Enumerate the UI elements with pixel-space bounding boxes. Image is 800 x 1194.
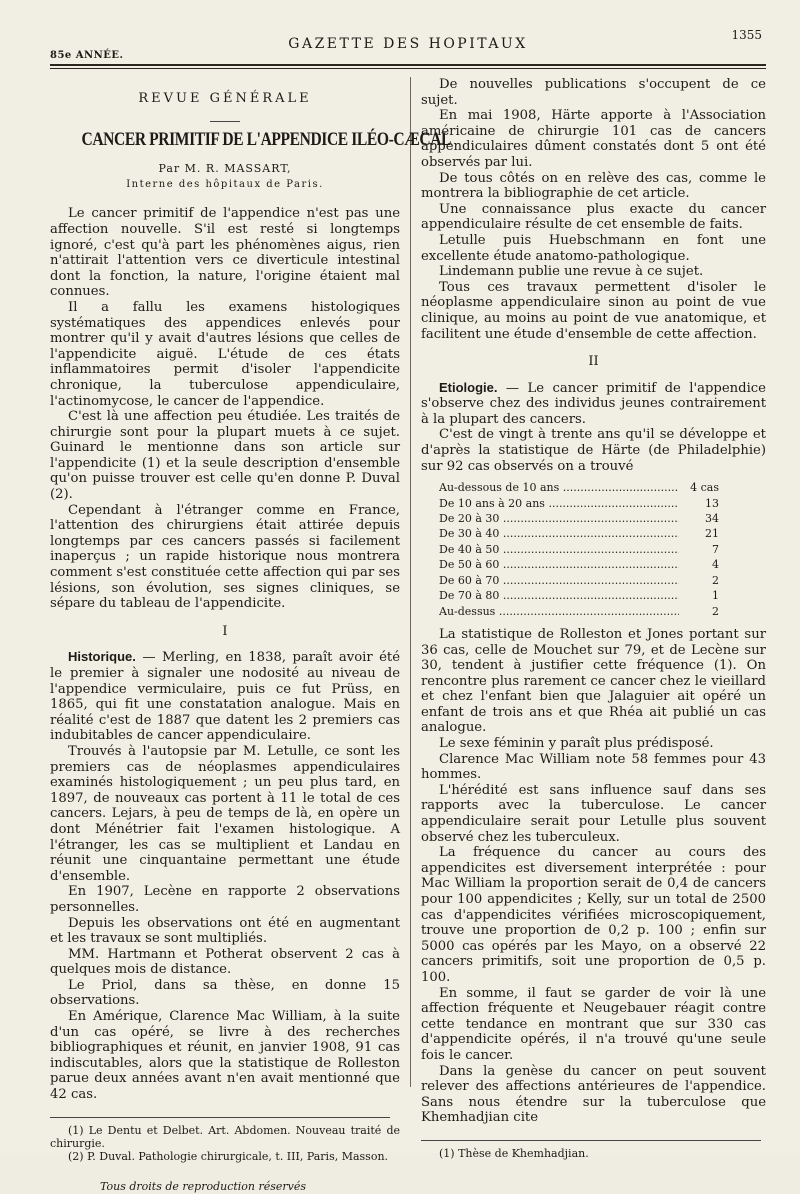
section-label: REVUE GÉNÉRALE	[138, 91, 312, 106]
stat-value: 4	[712, 558, 719, 572]
footnote: (2) P. Duval. Pathologie chirurgicale, t. III, Paris, Masson.	[68, 1149, 389, 1163]
body-paragraph: Depuis les observations ont été en augmentant et les travaux se sont multipliés.	[50, 915, 400, 947]
body-paragraph: En somme, il faut se garder de voir là une affection fréquente et Neugebauer réagit contre cette tendance en montrant que sur 330 cas d'appendicite opérés, il n'a trouvé qu'une seule fois le cancer.	[421, 985, 766, 1063]
stat-row	[439, 496, 766, 511]
body-paragraph: Le Priol, dans sa thèse, en donne 15 observations.	[50, 977, 400, 1009]
stat-row	[439, 480, 766, 495]
stat-row	[439, 588, 766, 603]
stat-value: 34	[705, 512, 719, 526]
body-paragraph: Letulle puis Huebschmann en font une excellente étude anatomo-pathologique.	[421, 232, 766, 264]
stat-label: De 30 à 40 .....	[439, 526, 679, 541]
historique-paragraph	[50, 649, 400, 744]
left-column	[50, 77, 452, 1193]
stat-value: 21	[705, 527, 719, 541]
intro-paragraph: Cependant à l'étranger comme en France, l'attention des chirurgiens était attirée depuis longtemps par ces cancers passés si facilement inaperçus ; un rapide historique nous montrera comment s'est constituée cette affection qui par ses lésions, son évolution, ses signes cliniques, se sépare du tableau de l'appendicite.	[50, 502, 400, 612]
stat-label: De 20 à 30 .....	[439, 511, 679, 526]
stat-label: De 60 à 70 .....	[439, 573, 679, 588]
stat-row	[439, 604, 766, 619]
body-paragraph: Trouvés à l'autopsie par M. Letulle, ce sont les premiers cas de néoplasmes appendiculaires examinés histologiquement ; un peu plus tard, en 1897, de nouveaux cas portent à 11 le total de ces cancers. Lejars, à peu de temps de là, en opère un dont Ménétrier fait l'examen histologique. A l'étranger, les cas se multiplient et Landau en réunit une cinquantaine permettant une étude d'ensemble.	[50, 743, 400, 884]
article-title: CANCER PRIMITIF DE L'APPENDICE ILÉO-CÆCAL	[81, 128, 452, 150]
header-rule	[50, 64, 766, 69]
intro-paragraph: Le cancer primitif de l'appendice n'est pas une affection nouvelle. S'il est resté si longtemps ignoré, c'est qu'à part les phénomènes aigus, rien n'attirait l'attention vers ce diverticule intestinal dont la fonction, la nature, l'origine étaient mal connues.	[50, 206, 400, 300]
stat-value: 4 cas	[690, 481, 719, 495]
stat-row	[439, 511, 766, 526]
body-paragraph: L'hérédité est sans influence sauf dans ses rapports avec la tuberculose. Le cancer appendiculaire serait pour Letulle plus souvent observé chez les tuberculeux.	[421, 782, 766, 845]
stat-value: 2	[712, 573, 719, 587]
body-paragraph: De tous côtés on en relève des cas, comme le montrera la bibliographie de cet article.	[421, 170, 766, 202]
stat-label: De 50 à 60 .....	[439, 557, 679, 572]
stat-row	[439, 573, 766, 588]
age-statistics-table	[439, 480, 766, 619]
section-numeral: II	[588, 354, 599, 370]
body-paragraph: Clarence Mac William note 58 femmes pour 43 hommes.	[421, 751, 766, 783]
body-paragraph: En Amérique, Clarence Mac William, à la suite d'un cas opéré, se livre à des recherches bibliographiques et réunit, en janvier 1908, 91 cas indiscutables, alors que la statistique de Rolleston parue deux années avant n'en avait mentionné que 42 cas.	[50, 1009, 400, 1103]
body-paragraph: En 1907, Lecène en rapporte 2 observations personnelles.	[50, 884, 400, 915]
etiologie-heading: Etiologie.	[439, 379, 498, 395]
stat-row	[439, 542, 766, 557]
body-paragraph: La fréquence du cancer au cours des appendicites est diversement interprétée : pour Mac William la proportion serait de 0,4 de cancers pour 100 appendicites ; Kelly, sur un total de 2500 cas d'appendicites vérifiées microscopiquement, trouve une proportion de 0,2 p. 100 ; enfin sur 5000 cas opérés par les Mayo, on a observé 22 cancers primitifs, soit une proportion de 0,5 p. 100.	[421, 845, 766, 985]
stat-label: De 10 ans à 20 ans .....	[439, 496, 679, 511]
body-paragraph: Le sexe féminin y paraît plus prédisposé.	[439, 736, 714, 752]
stat-value: 2	[712, 604, 719, 618]
page-number: 1355	[731, 28, 762, 42]
body-paragraph: Dans la genèse du cancer on peut souvent relever des affections antérieures de l'appendice. Sans nous étendre sur la tuberculose que Khemhadjian cite	[421, 1063, 766, 1126]
author-line: Par M. R. MASSART,	[158, 162, 292, 176]
journal-title: GAZETTE DES HOPITAUX	[288, 36, 528, 52]
right-column	[410, 77, 766, 1160]
year-label: 85e ANNÉE.	[50, 50, 124, 61]
footnote: (1) Thèse de Khemhadjian.	[439, 1146, 589, 1160]
body-paragraph: MM. Hartmann et Potherat observent 2 cas à quelques mois de distance.	[50, 946, 400, 978]
stat-label: Au-dessus .....	[439, 604, 679, 619]
footnote-rule	[421, 1140, 761, 1141]
footnote-rule	[50, 1117, 390, 1118]
etiologie-paragraph	[421, 380, 766, 428]
section-divider	[210, 121, 240, 122]
stat-label: De 40 à 50 .....	[439, 542, 679, 557]
footnote: (1) Le Dentu et Delbet. Art. Abdomen. Nouveau traité de chirurgie.	[50, 1123, 400, 1150]
body-paragraph: Une connaissance plus exacte du cancer appendiculaire résulte de cet ensemble de faits.	[421, 201, 766, 233]
section-numeral: I	[222, 623, 228, 639]
stat-label: De 70 à 80 .....	[439, 588, 679, 603]
body-paragraph: La statistique de Rolleston et Jones portant sur 36 cas, celle de Mouchet sur 79, et de Lecène sur 30, tendent à justifier cette fréquence (1). On rencontre plus rarement ce cancer chez le vieillard et chez l'enfant bien que Jalaguier ait opéré un enfant de trois ans et que Rhéa ait publié un cas analogue.	[421, 626, 766, 736]
historique-lead: — Merling, en 1838, paraît avoir été le premier à signaler une nodosité au niveau de l'appendice vermiculaire, puis ce fut Prüss, en 1865, qui fit une constatation analogue. Mais en réalité c'est de 1887 que datent les 2 premiers cas indubitables de cancer appendiculaire.	[50, 650, 400, 744]
intro-paragraph: C'est là une affection peu étudiée. Les traités de chirurgie sont pour la plupart muets à ce sujet. Guinard le mentionne dans son article sur l'appendicite (1) et la seule description d'ensemble qu'on puisse trouver est celle qu'en donne P. Duval (2).	[50, 409, 400, 503]
intro-paragraph: Il a fallu les examens histologiques systématiques des appendices enlevés pour montrer qu'il y avait d'autres lésions que celles de l'appendicite aiguë. L'étude de ces états inflammatoires permit d'isoler l'appendicite chronique, la tuberculose appendiculaire, l'actinomycose, le cancer de l'appendice.	[50, 299, 400, 409]
etiologie-lead: — Le cancer primitif de l'appendice s'observe chez des individus jeunes contrairement à la plupart des cancers.	[421, 380, 766, 427]
rights-notice: Tous droits de reproduction réservés	[100, 1179, 307, 1193]
masthead	[50, 28, 766, 62]
stat-label: Au-dessous de 10 ans .....	[439, 480, 679, 495]
stat-row	[439, 557, 766, 572]
author-title: Interne des hôpitaux de Paris.	[126, 178, 324, 190]
stat-row	[439, 526, 766, 541]
stat-value: 7	[712, 542, 719, 556]
stat-value: 1	[712, 589, 719, 603]
body-paragraph: Lindemann publie une revue à ce sujet.	[439, 264, 704, 280]
article-columns	[50, 77, 766, 1193]
body-paragraph: En mai 1908, Härte apporte à l'Association américaine de chirurgie 101 cas de cancers appendiculaires dûment constatés dont 5 ont été observés par lui.	[421, 108, 766, 170]
historique-heading: Historique.	[68, 649, 136, 665]
stat-value: 13	[705, 496, 719, 510]
body-paragraph: De nouvelles publications s'occupent de ce sujet.	[421, 77, 766, 108]
body-paragraph: Tous ces travaux permettent d'isoler le néoplasme appendiculaire sinon au point de vue clinique, au moins au point de vue anatomique, et facilitent une étude d'ensemble de cette affection.	[421, 279, 766, 342]
body-paragraph: C'est de vingt à trente ans qu'il se développe et d'après la statistique de Härte (de Philadelphie) sur 92 cas observés on a trouvé	[421, 427, 766, 474]
